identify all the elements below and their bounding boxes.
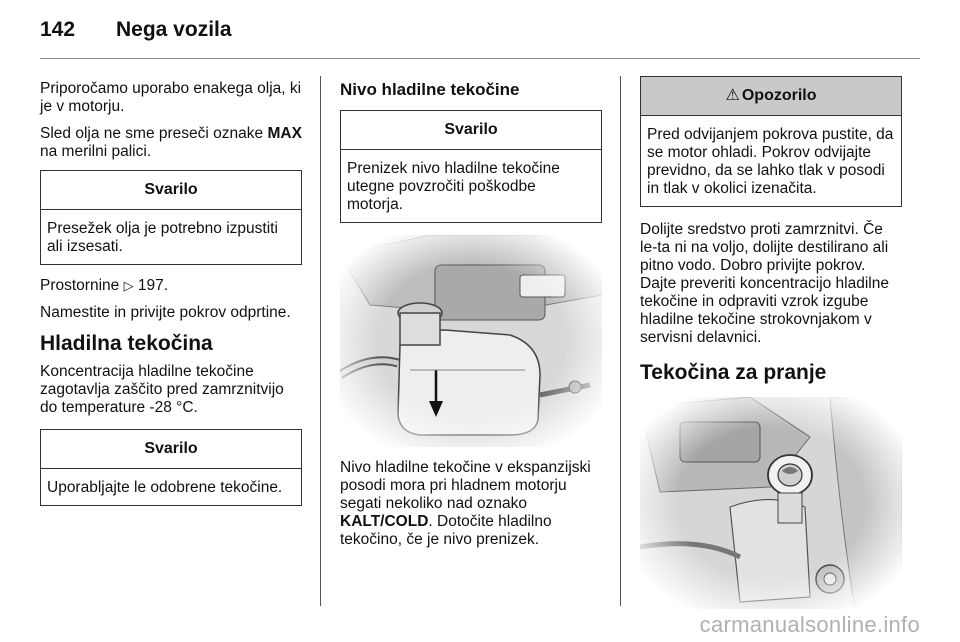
column-1 xyxy=(40,80,302,518)
column-3 xyxy=(640,76,902,609)
notice-title: Svarilo xyxy=(41,171,301,210)
paragraph: Dolijte sredstvo proti zamrznitvi. Če le-ta ni na voljo, dolijte destilirano ali pitno vodo. Dobro privijte pokrov. Dajte preveriti koncentracijo hladilne tekočine in odpraviti vzrok izgube hladilne tekočine strokovnjakom v servisni delavnici. xyxy=(640,221,889,346)
paragraph: Nivo hladilne tekočine v ekspanzijski posodi mora pri hladnem motorju segati nekoliko nad oznako KALT/COLD. Dotočite hladilno tekočino, če je nivo prenizek. xyxy=(340,459,591,548)
subsection-heading: Nivo hladilne tekočine xyxy=(340,80,520,99)
capacities-reference: Prostornine ▷ 197. xyxy=(40,277,169,294)
section-heading: Tekočina za pranje xyxy=(640,361,827,384)
washer-fluid-reservoir-illustration xyxy=(640,397,902,609)
section-heading: Hladilna tekočina xyxy=(40,332,213,355)
page-number: 142 xyxy=(40,18,76,41)
watermark: carmanualsonline.info xyxy=(699,612,920,637)
paragraph: Koncentracija hladilne tekočine zagotavlja zaščito pred zamrznitvijo do temperature -28 °C. xyxy=(40,363,284,416)
kalt-cold-label: KALT/COLD xyxy=(340,513,429,530)
paragraph: Namestite in privijte pokrov odprtine. xyxy=(40,304,291,321)
notice-body: Uporabljajte le odobrene tekočine. xyxy=(47,479,283,496)
warning-icon: ⚠ xyxy=(725,87,740,104)
column-divider xyxy=(320,76,321,606)
coolant-reservoir-illustration xyxy=(340,235,602,447)
notice-body: Presežek olja je potrebno izpustiti ali izsesati. xyxy=(47,220,278,255)
warning-box xyxy=(640,76,902,207)
page-reference-icon: ▷ xyxy=(123,278,134,293)
notice-body: Prenizek nivo hladilne tekočine utegne povzročiti poškodbe motorja. xyxy=(347,160,560,213)
max-label: MAX xyxy=(267,125,302,142)
notice-box xyxy=(340,110,602,223)
notice-box xyxy=(40,170,302,265)
notice-box xyxy=(40,429,302,506)
column-2 xyxy=(340,80,602,558)
header-divider xyxy=(40,58,920,59)
page-title: Nega vozila xyxy=(116,18,232,41)
notice-title: Svarilo xyxy=(41,430,301,469)
paragraph: Priporočamo uporabo enakega olja, ki je v motorju. xyxy=(40,80,302,115)
column-divider xyxy=(620,76,621,606)
paragraph: Sled olja ne sme preseči oznake MAX na merilni palici. xyxy=(40,125,302,160)
warning-title: ⚠ Opozorilo xyxy=(641,77,901,116)
notice-title: Svarilo xyxy=(341,111,601,150)
warning-body: Pred odvijanjem pokrova pustite, da se motor ohladi. Pokrov odvijajte previdno, da se lahko tlak v posodi in tlak v okolici izenačita. xyxy=(647,126,894,197)
